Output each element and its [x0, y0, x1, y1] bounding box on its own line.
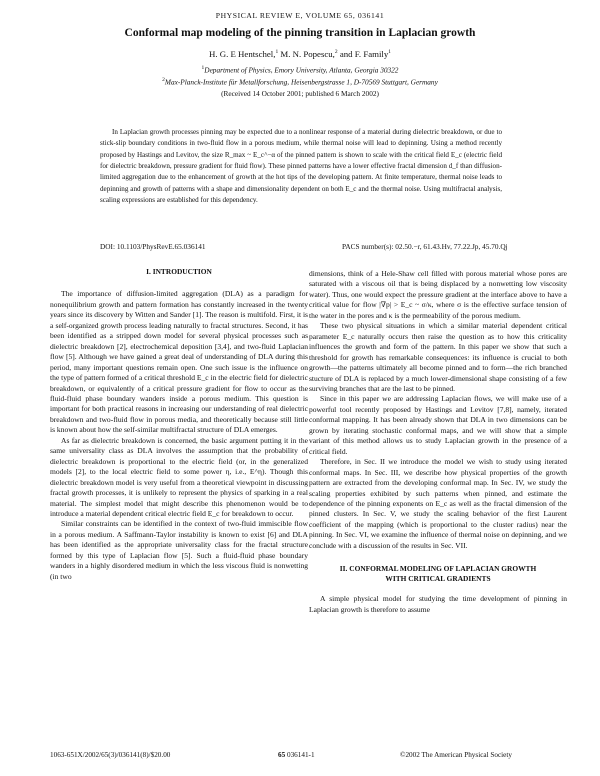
paragraph: Similar constraints can be identified in the context of two-fluid immiscible flow in a porous medium. A Saffmann-Taylor instability is known to exist [6] and DLA has been identified as the appropriate universality class for the fractal structure formed by this type of Laplacian flow [5]. Such a fluid-fluid phase boundary wanders in a highly disordered medium in which the less viscous fluid is nonwetting (in two [50, 519, 308, 581]
paragraph: A simple physical model for studying the time development of pinning in Laplacian growth is therefore to assume [309, 594, 567, 614]
affiliation-mark: 2 [334, 49, 338, 56]
affiliation-mark: 1 [388, 49, 392, 56]
author-name: and F. Family [339, 49, 389, 59]
paragraph: The importance of diffusion-limited aggregation (DLA) as a paradigm for nonequilibrium growth and pattern formation has constantly increased in the twenty years since its discovery by Witten and Sander [1]. The reason is multifold. First, it is a self-organized growth process leading naturally to fractal structures. Second, it has been identified as a stripped down model for several physical processes such as dielectric breakdown [2], electrochemical deposition [3,4], and two-fluid Laplacian flow [5]. Although we have gained a great deal of understanding of DLA during this period, many important questions remain open. One such issue is the influence on the type of pattern formed of a critical threshold E_c in the electric field for dielectric breakdown, or equivalently of a critical pressure gradient for flow to occur as the fluid-fluid phase boundary wanders inside a porous medium. This question is important for both practical reasons in increasing our understanding of real dielectric breakdown and two-fluid flow in porous media, and theoretically because still little is known about how the self-similar multifractal structure of DLA emerges. [50, 289, 308, 435]
author-name: M. N. Popescu, [280, 49, 335, 59]
journal-header: PHYSICAL REVIEW E, VOLUME 65, 036141 [215, 11, 385, 20]
footer-copyright: ©2002 The American Physical Society [400, 751, 512, 759]
paragraph: As far as dielectric breakdown is concerned, the basic argument putting it in the same universality class as DLA involves the assumption that the probability of dielectric breakdown is proportional to the electric field (or, in the generalized models [2], to the local electric field to some power η, i.e., E^η). Though this dielectric breakdown model is very useful from a theoretical viewpoint in discussing fractal growth processes, it is unlikely to represent the physics of sparking in a real material. The simplest model that might describe this phenomenon would be to introduce a material dependent critical electric field E_c for breakdown to occur. [50, 435, 308, 518]
section-heading: I. INTRODUCTION [146, 267, 212, 276]
paragraph: Therefore, in Sec. II we introduce the model we wish to study using iterated conformal maps. In Sec. III, we describe how physical properties of the growth pattern are extracted from the developing conformal map. In Sec. IV, we study the scaling properties exhibited by such patterns when pinned, and estimate the dependence of the pinning exponents on E_c as well as the fractal dimension of the pinned clusters. In Sec. V, we study the scaling behavior of the first Laurent coefficient of the mapping (which is proportional to the cluster radius) near the pinning. In Sec. VI, we examine the influence of thermal noise on depinning, and we conclude with a discussion of the results in Sec. VII. [309, 457, 567, 550]
author-list [0, 49, 600, 59]
paper-title: Conformal map modeling of the pinning transition in Laplacian growth [124, 27, 476, 39]
left-column [50, 267, 308, 582]
paragraph: Since in this paper we are addressing Laplacian flows, we will make use of a powerful tool recently proposed by Hastings and Levitov [7,8], namely, iterated conformal mapping. It has been already shown that DLA in two dimensions can be grown by iterating stochastic conformal maps, and we will show that a simple variant of this method allows us to study Laplacian growth in the presence of a critical field. [309, 394, 567, 456]
received-dates: (Received 14 October 2001; published 6 March 2002) [221, 89, 379, 98]
page-number: 65 036141-1 [278, 751, 315, 759]
abstract: In Laplacian growth processes pinning may be expected due to a nonlinear response of a material during dielectric breakdown, or due to stick-slip boundary conditions in two-fluid flow in a porous medium, while thermal noise will lead to depinning. Using a method recently proposed by Hastings and Levitov, the size R_max ~ E_c^−α of the pinned pattern is shown to scale with the critical field E_c (electric field for dielectric breakdown, pressure gradient for fluid flow). These pinned patterns have a lower effective fractal dimension d_f than diffusion-limited aggregation due to the enhancement of growth at the hot tips of the developing pattern. At finite temperature, thermal noise leads to depinning and growth of patterns with a shape and dimensionality dependent on both E_c and the thermal noise. Using multifractal analysis, scaling expressions are established for this dependency. [100, 128, 502, 205]
author-name: H. G. E Hentschel, [208, 49, 276, 59]
pacs-numbers: PACS number(s): 02.50.−r, 61.43.Hv, 77.22.Jp, 45.70.Qj [342, 242, 508, 251]
footer-issn: 1063-651X/2002/65(3)/036141(8)/$20.00 [50, 751, 171, 759]
paragraph: dimensions, think of a Hele-Shaw cell filled with porous material whose pores are saturated with a viscous oil that is being displaced by a nonwetting low viscosity water). Thus, one would expect the pressure gradient at the interface above to have a critical value for flow |∇p| > E_c ~ σ/κ, where σ is the effective surface tension of the water in the pores and κ is the permeability of the porous medium. [309, 269, 567, 320]
paragraph: These two physical situations in which a similar material dependent critical parameter E_c naturally occurs then raise the question as to how this criticality influences the growth and form of the pattern. In this paper we show that such a threshold for growth has remarkable consequences: its influence is crucial to both growth—the patterns ultimately all become pinned and to form—the rich branched stucture of DLA is replaced by a much lower-dimensional shape consisting of a few surviving branches that are the last to be pinned. [309, 321, 567, 393]
section-heading: II. CONFORMAL MODELING OF LAPLACIAN GROWTH WITH CRITICAL GRADIENTS [339, 564, 537, 584]
affiliation-1: $^1$Department of Physics, Emory University, Atlanta, Georgia 30322 [201, 65, 399, 75]
right-column [309, 269, 567, 615]
affiliation-2: $^2$Max-Planck-Institute für Metallforschung, Heisenbergstrasse 1, D-70569 Stuttgart, Germany [162, 77, 438, 87]
affiliation-mark: 1 [201, 65, 205, 71]
doi: DOI: 10.1103/PhysRevE.65.036141 [100, 242, 206, 251]
affiliation-mark: 1 [275, 49, 279, 56]
affiliation-mark: 2 [162, 77, 165, 83]
